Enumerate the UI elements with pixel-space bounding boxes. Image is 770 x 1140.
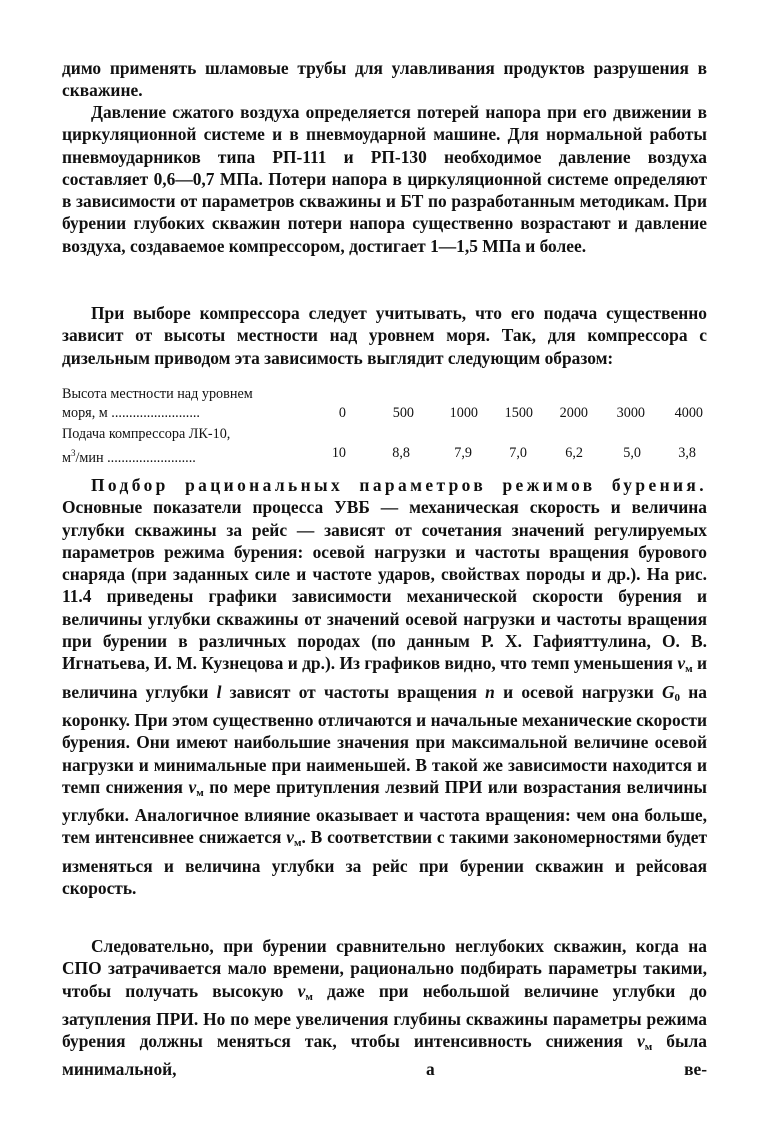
- row2-value-0: 10: [331, 445, 346, 461]
- row2-label-line2: [62, 444, 196, 468]
- paragraph-continuation: [62, 57, 707, 102]
- var-v: $v_м$: [286, 827, 302, 850]
- para1-line1: димо применять шламовые трубы для улавливания продуктов: [62, 58, 585, 78]
- para5-s1: Следовательно, при бурении сравнительно неглубоких скважин, когда на СПО затрачивается мало времени, рационально подбирать параметры такими, чтобы получать высокую: [62, 936, 707, 1001]
- row2-unit-rest: /мин .........................: [75, 450, 196, 466]
- row1-label-line1: Высота местности над уровнем: [62, 386, 253, 402]
- row2-value-4: 6,2: [565, 445, 583, 461]
- paragraph-air-pressure: [62, 101, 707, 257]
- para1-line2: разрушения в скважине.: [62, 58, 708, 101]
- row1-value-6: 4000: [674, 405, 703, 421]
- row2-value-3: 7,0: [509, 445, 527, 461]
- para3-text: При выборе компрессора следует учитывать, что его подача существенно зависит от высоты местности над уровнем моря. Так, для компрессора с дизельным приводом эта зависимость выглядит следующим образом:: [62, 303, 707, 368]
- row1-label-line2: моря, м .........................: [62, 405, 200, 421]
- para4-s2: и величина углубки: [62, 653, 707, 702]
- para5-s2: даже при небольшой величине углубки до затупления ПРИ. Но по мере увеличения глубины скважины параметры режима бурения должны меняться так, чтобы интенсивность снижения: [62, 980, 707, 1052]
- para4-s1: Основные показатели процесса УВБ — механическая скорость и величина углубки скважины за рейс — зависят от сочетания значений регулируемых параметров режима бурения: осевой нагрузки и частоты вращения бурового снаряда (при заданных силе и частоте ударов, свойствах породы и др.). На рис. 11.4 приведены графики зависимости механической скорости бурения и величины углубки скважины от значений осевой нагрузки и частоты вращения при бурении в различных породах (по данным Р. Х. Гафияттулина, О. В. Игнатьева, И. М. Кузнецова и др.). Из графиков видно, что темп уменьшения: [62, 497, 707, 674]
- var-v: $v_м$: [677, 653, 693, 676]
- var-l: l: [216, 681, 222, 702]
- row1-value-1: 500: [392, 405, 414, 421]
- row2-value-1: 8,8: [392, 445, 410, 461]
- row2-label-line1: Подача компрессора ЛК-10,: [62, 426, 231, 442]
- para2-text: Давление сжатого воздуха определяется потерей напора при его движении в циркуляционной системе и в пневмоударной машине. Для нормальной работы пневмоударников типа РП-111 и РП-130 необходимое давление воздуха составляет 0,6—0,7 МПа. Потери напора в циркуляционной системе определяют в зависимости от параметров скважины и БТ по разработанным методикам. При бурении глубоких скважин потери напора существенно возрастают и давление воздуха, создаваемое компрессором, достигает 1—1,5 МПа и более.: [62, 102, 707, 256]
- var-v: $v_м$: [297, 980, 313, 1003]
- row1-value-0: 0: [338, 405, 346, 421]
- para5-s3: была минимальной, а ве-: [62, 1031, 707, 1080]
- paragraph-conclusion: [62, 935, 707, 1081]
- row1-value-3: 1500: [504, 405, 533, 421]
- para4-s3: зависят от частоты вращения: [221, 681, 486, 702]
- row1-value-4: 2000: [559, 405, 588, 421]
- para4-s4: и осевой нагрузки: [494, 681, 662, 702]
- row2-unit: м: [62, 450, 71, 466]
- paragraph-compressor: [62, 302, 707, 369]
- para4-s7: . В соответствии с такими закономерностями будет изменяться и величина углубки за рейс при бурении скважин и рейсовая скорость.: [62, 827, 708, 899]
- var-v: $v_м$: [636, 1031, 653, 1054]
- var-v: $v_м$: [188, 776, 204, 799]
- paragraph-drilling-parameters: [62, 474, 707, 899]
- row2-unit-sup: 3: [70, 448, 76, 458]
- section-heading: Подбор рациональных параметров режимов бурения.: [91, 475, 707, 495]
- para4-s5: на коронку. При этом существенно отличаются и начальные механические скорости бурения. Они имеют наибольшие значения при максимальной величине осевой нагрузки и минимальные при наименьшей. В такой же зависимости находится и темп снижения: [62, 681, 707, 797]
- para4-s6: по мере притупления лезвий ПРИ или возрастания величины углубки. Аналогичное влияние оказывает и частота вращения: чем она больше, тем интенсивнее снижается: [62, 776, 707, 848]
- row2-value-6: 3,8: [678, 445, 696, 461]
- var-g0: $G_0$: [661, 681, 681, 704]
- row1-value-5: 3000: [616, 405, 645, 421]
- row1-value-2: 1000: [449, 405, 478, 421]
- var-n: n: [485, 681, 495, 702]
- row2-value-2: 7,9: [454, 445, 472, 461]
- row2-value-5: 5,0: [623, 445, 641, 461]
